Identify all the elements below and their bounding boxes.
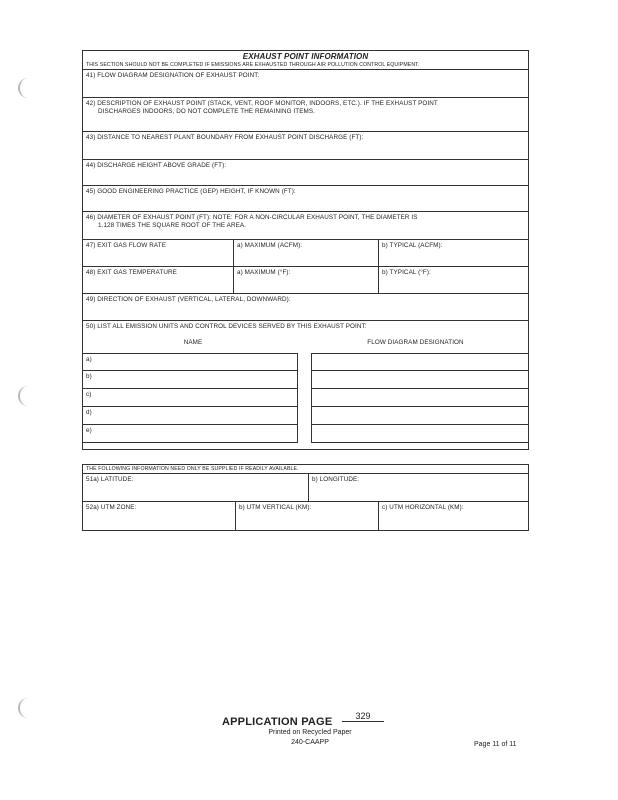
field-latitude[interactable]: 51a) LATITUDE: <box>86 476 134 483</box>
field-label: 46) DIAMETER OF EXHAUST POINT (FT): NOTE: FOR A NON-CIRCULAR EXHAUST POINT, THE DIAMETER IS <box>86 214 418 221</box>
row-letter: c) <box>86 391 92 398</box>
list-item[interactable] <box>311 425 528 443</box>
list-item[interactable] <box>83 371 298 389</box>
row-lat-long <box>83 474 528 502</box>
field-label: 47) EXIT GAS FLOW RATE <box>86 242 166 249</box>
field-utm-vertical[interactable]: b) UTM VERTICAL (KM): <box>235 502 378 530</box>
field-label: 49) DIRECTION OF EXHAUST (VERTICAL, LATERAL, DOWNWARD): <box>86 296 291 303</box>
field-label: 45) GOOD ENGINEERING PRACTICE (GEP) HEIGHT, IF KNOWN (FT): <box>86 188 296 195</box>
field-flow-max[interactable]: a) MAXIMUM (ACFM): <box>233 240 378 266</box>
field-distance-to-boundary[interactable] <box>83 132 528 160</box>
list-item[interactable] <box>83 425 298 443</box>
location-form <box>82 464 529 531</box>
binder-hole-mark <box>18 386 34 406</box>
field-exhaust-description[interactable] <box>83 98 528 132</box>
row-utm <box>83 502 528 530</box>
field-flow-typical[interactable]: b) TYPICAL (ACFM): <box>378 240 528 266</box>
name-column <box>83 353 298 449</box>
binder-hole-mark <box>18 698 34 718</box>
list-item[interactable] <box>311 389 528 407</box>
field-label: 44) DISCHARGE HEIGHT ABOVE GRADE (FT): <box>86 162 227 169</box>
field-label: 43) DISTANCE TO NEAREST PLANT BOUNDARY FROM EXHAUST POINT DISCHARGE (FT): <box>86 134 364 141</box>
field-utm-horizontal[interactable]: c) UTM HORIZONTAL (KM): <box>378 502 528 530</box>
list-heading <box>83 321 528 337</box>
optional-note: THE FOLLOWING INFORMATION NEED ONLY BE SUPPLIED IF READILY AVAILABLE. <box>83 465 528 474</box>
footer-form-code: 240-CAAPP <box>291 739 329 746</box>
field-label-continued: 1.128 TIMES THE SQUARE ROOT OF THE AREA. <box>98 222 247 229</box>
field-exhaust-diameter[interactable] <box>83 212 528 240</box>
list-item[interactable] <box>311 407 528 425</box>
footer-page-number: 329 <box>342 711 384 722</box>
column-header-flow: FLOW DIAGRAM DESIGNATION <box>367 339 464 346</box>
form-title: EXHAUST POINT INFORMATION <box>242 52 369 61</box>
field-label: 48) EXIT GAS TEMPERATURE <box>86 269 177 276</box>
row-exit-gas-temperature <box>83 267 528 294</box>
field-discharge-height[interactable] <box>83 160 528 186</box>
field-utm-zone[interactable]: 52a) UTM ZONE: <box>86 504 137 511</box>
form-subtitle: THIS SECTION SHOULD NOT BE COMPLETED IF EMISSIONS ARE EXHAUSTED THROUGH AIR POLLUTION CONTROL EQUIPMENT. <box>83 62 528 70</box>
list-item[interactable] <box>83 389 298 407</box>
field-flow-diagram-designation[interactable] <box>83 70 528 98</box>
emission-units-list <box>83 353 528 449</box>
row-exit-gas-flow <box>83 240 528 267</box>
field-label: 42) DESCRIPTION OF EXHAUST POINT (STACK, VENT, ROOF MONITOR, INDOORS, ETC.). IF THE EXHAUST POINT <box>86 100 438 107</box>
row-letter: e) <box>86 427 92 434</box>
field-temp-typical[interactable]: b) TYPICAL (°F): <box>378 267 528 293</box>
field-gep-height[interactable] <box>83 186 528 212</box>
list-column-headers <box>83 337 528 353</box>
list-item[interactable] <box>83 407 298 425</box>
field-temp-max[interactable]: a) MAXIMUM (°F): <box>233 267 378 293</box>
binder-hole-mark <box>18 78 34 98</box>
field-exhaust-direction[interactable] <box>83 294 528 321</box>
footer-title: APPLICATION PAGE <box>222 716 333 728</box>
footer-page-of: Page 11 of 11 <box>474 741 517 748</box>
row-letter: a) <box>86 356 92 363</box>
exhaust-point-form <box>82 50 529 450</box>
footer-printed-note: Printed on Recycled Paper <box>268 729 352 736</box>
field-label-continued: DISCHARGES INDOORS, DO NOT COMPLETE THE REMAINING ITEMS. <box>98 108 316 115</box>
column-header-name: NAME <box>183 339 203 346</box>
row-letter: d) <box>86 409 92 416</box>
list-item[interactable] <box>311 353 528 371</box>
flow-column <box>311 353 528 449</box>
list-item[interactable] <box>311 371 528 389</box>
row-letter: b) <box>86 373 92 380</box>
field-label: 41) FLOW DIAGRAM DESIGNATION OF EXHAUST POINT: <box>86 72 260 79</box>
field-label: 50) LIST ALL EMISSION UNITS AND CONTROL DEVICES SERVED BY THIS EXHAUST POINT: <box>86 323 367 330</box>
field-longitude[interactable]: b) LONGITUDE: <box>308 474 528 501</box>
list-item[interactable] <box>83 353 298 371</box>
